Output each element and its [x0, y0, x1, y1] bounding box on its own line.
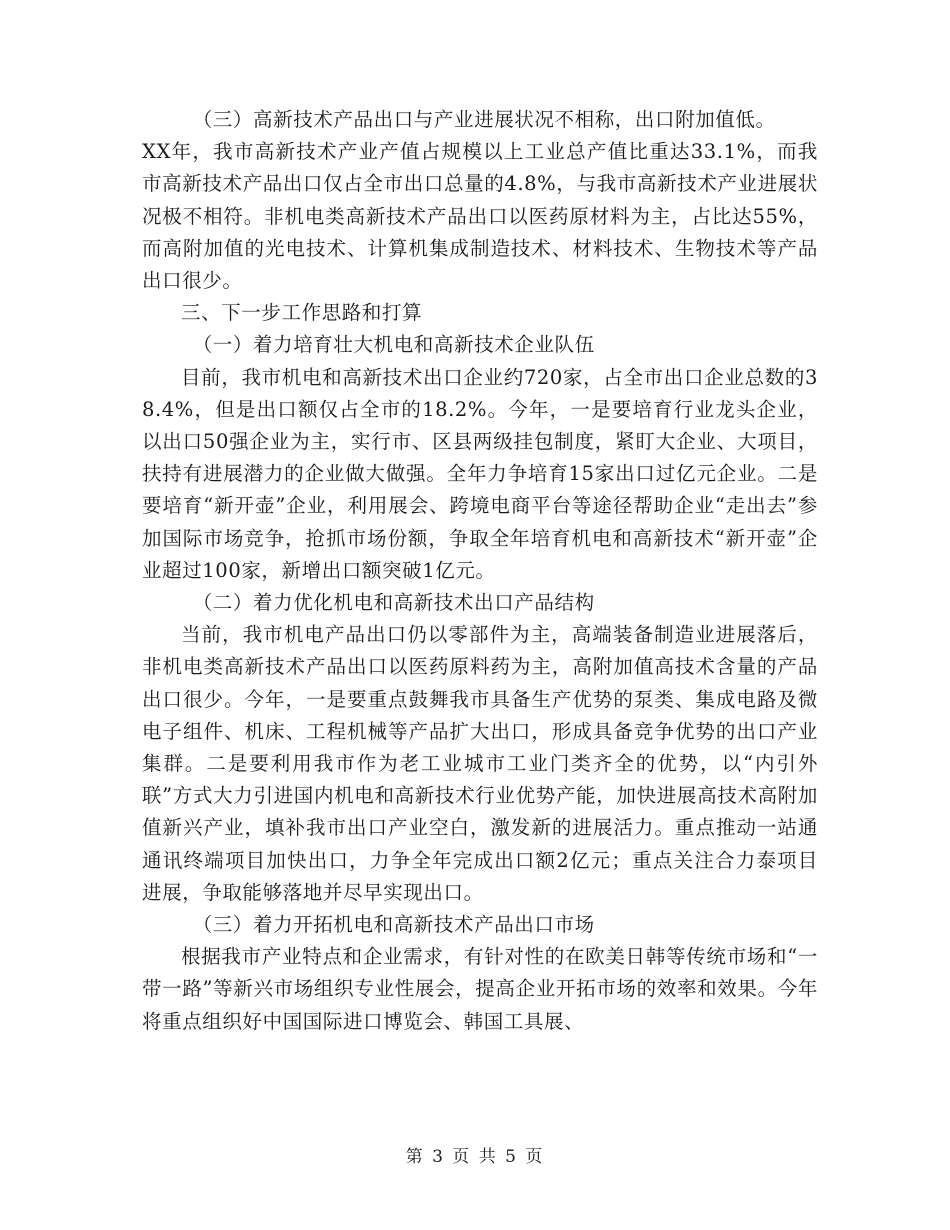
body-paragraph: XX年，我市高新技术产业产值占规模以上工业总产值比重达33.1%，而我市高新技术产品出口仅占全市出口总量的4.8%，与我市高新技术产业进展状况极不相符。非机电类高新技术产品出口以医药原材料为主，占比达55%，而高附加值的光电技术、计算机集成制造技术、材料技术、生物技术等产品出口很少。 — [142, 140, 818, 293]
section-subheading: （三）着力开拓机电和高新技术产品出口市场 — [192, 913, 595, 937]
section-subheading: （一）着力培育壮大机电和高新技术企业队伍 — [192, 333, 595, 357]
section-subheading: （二）着力优化机电和高新技术出口产品结构 — [192, 591, 595, 615]
body-paragraph: 当前，我市机电产品出口仍以零部件为主，高端装备制造业进展落后，非机电类高新技术产品出口以医药原料药为主，高附加值高技术含量的产品出口很少。今年，一是要重点鼓舞我市具备生产优势的泵类、集成电路及微电子组件、机床、工程机械等产品扩大出口，形成具备竞争优势的出口产业集群。二是要利用我市作为老工业城市工业门类齐全的优势，以“内引外联”方式大力引进国内机电和高新技术行业优势产能，加快进展高技术高附加值新兴产业，填补我市出口产业空白，激发新的进展活力。重点推动一站通通讯终端项目加快出口，力争全年完成出口额2亿元；重点关注合力泰项目进展，争取能够落地并尽早实现出口。 — [142, 623, 818, 904]
document-body — [142, 104, 818, 1038]
body-paragraph: 根据我市产业特点和企业需求，有针对性的在欧美日韩等传统市场和“一带一路”等新兴市场组织专业性展会，提高企业开拓市场的效率和效果。今年将重点组织好中国国际进口博览会、韩国工具展、 — [142, 945, 818, 1033]
section-subheading: （三）高新技术产品出口与产业进展状况不相称，出口附加值低。 — [192, 108, 776, 131]
body-paragraph: 目前，我市机电和高新技术出口企业约720家，占全市出口企业总数的38.4%，但是出口额仅占全市的18.2%。今年，一是要培育行业龙头企业，以出口50强企业为主，实行市、区县两级挂包制度，紧盯大企业、大项目，扶持有进展潜力的企业做大做强。全年力争培育15家出口过亿元企业。二是要培育“新开壶”企业，利用展会、跨境电商平台等途径帮助企业“走出去”参加国际市场竞争，抢抓市场份额，争取全年培育机电和高新技术“新开壶”企业超过100家，新增出口额突破1亿元。 — [142, 365, 818, 582]
page-number-footer: 第 3 页 共 5 页 — [405, 1147, 545, 1167]
section-heading: 三、下一步工作思路和打算 — [181, 301, 423, 325]
